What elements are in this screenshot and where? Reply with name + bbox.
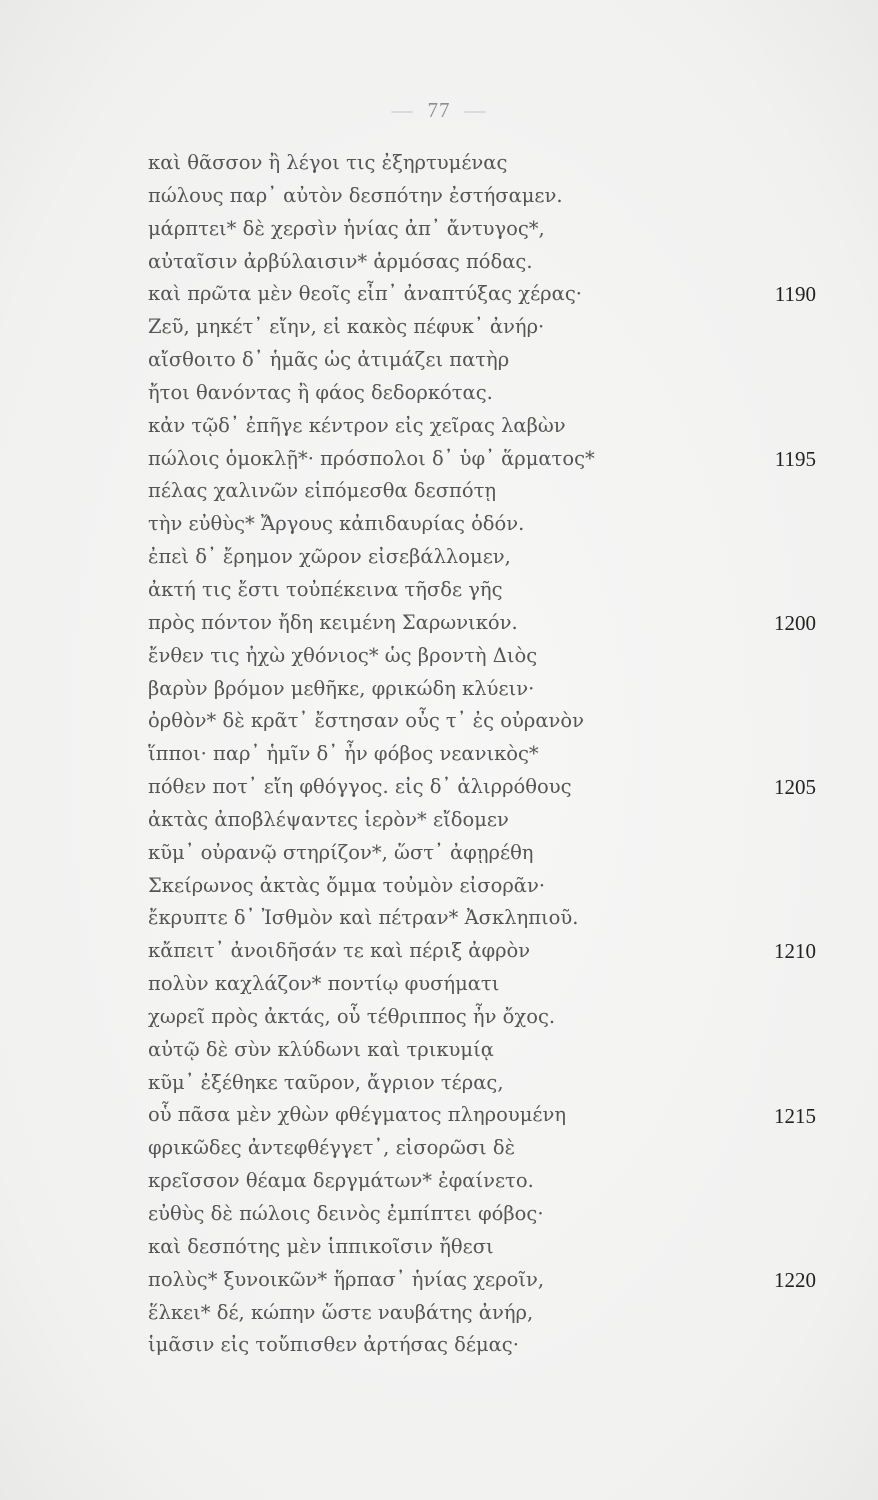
header-dash-right: — bbox=[464, 98, 487, 122]
verse-line: φρικῶδες ἀντεφθέγγετ᾿, εἰσορῶσι δὲ bbox=[148, 1136, 516, 1160]
line-number: 1195 bbox=[774, 446, 816, 471]
verse-line: ἔκρυπτε δ᾿ Ἰσθμὸν καὶ πέτραν* Ἀσκληπιοῦ. bbox=[148, 906, 579, 930]
header-dash-left: — bbox=[391, 98, 414, 122]
verse-line: καὶ δεσπότης μὲν ἱππικοῖσιν ἤθεσι bbox=[148, 1234, 494, 1258]
verse-line: πολὺς* ξυνοικῶν* ἥρπασ᾿ ἡνίας χεροῖν, bbox=[148, 1267, 545, 1291]
line-number: 1200 bbox=[774, 610, 816, 635]
verse-line: κἀν τῷδ᾿ ἐπῆγε κέντρον εἰς χεῖρας λαβὼν bbox=[148, 413, 566, 437]
verse-line: καὶ θᾶσσον ἢ λέγοι τις ἐξηρτυμένας bbox=[148, 151, 508, 174]
verse-line: χωρεῖ πρὸς ἀκτάς, οὗ τέθριππος ἦν ὄχος. bbox=[148, 1004, 556, 1028]
verse-line: αὐτῷ δὲ σὺν κλύδωνι καὶ τρικυμίᾳ bbox=[148, 1037, 494, 1061]
verse-line: κῦμ᾿ οὐρανῷ στηρίζον*, ὥστ᾿ ἀφῃρέθη bbox=[148, 840, 534, 864]
verse-line: πώλοις ὁμοκλῇ*· πρόσπολοι δ᾿ ὑφ᾿ ἅρματος* bbox=[148, 446, 595, 470]
verse-line: ὀρθὸν* δὲ κρᾶτ᾿ ἔστησαν οὖς τ᾿ ἐς οὐρανὸν bbox=[148, 709, 584, 733]
verse-line: ἀκτή τις ἔστι τοὐπέκεινα τῆσδε γῆς bbox=[148, 577, 503, 601]
page-header bbox=[0, 98, 878, 123]
line-number: 1215 bbox=[774, 1103, 816, 1128]
verse-line: ἱμᾶσιν εἰς τοὔπισθεν ἀρτήσας δέμας· bbox=[148, 1333, 519, 1357]
verse-line: κῦμ᾿ ἐξέθηκε ταῦρον, ἄγριον τέρας, bbox=[148, 1070, 504, 1094]
verse-line: καὶ πρῶτα μὲν θεοῖς εἶπ᾿ ἀναπτύξας χέρας· bbox=[148, 282, 582, 306]
verse-line: ἕλκει* δέ, κώπην ὥστε ναυβάτης ἀνήρ, bbox=[148, 1300, 534, 1324]
verse-line: εὐθὺς δὲ πώλοις δεινὸς ἐμπίπτει φόβος· bbox=[148, 1202, 544, 1225]
verse-line: πέλας χαλινῶν εἱπόμεσθα δεσπότῃ bbox=[148, 479, 497, 503]
verse-line: πώλους παρ᾿ αὐτὸν δεσπότην ἐστήσαμεν. bbox=[148, 183, 563, 207]
verse-line: πολὺν καχλάζον* ποντίῳ φυσήματι bbox=[148, 972, 500, 996]
line-number: 1190 bbox=[774, 282, 816, 307]
verse-line: οὗ πᾶσα μὲν χθὼν φθέγματος πληρουμένη bbox=[148, 1103, 567, 1127]
verse-line: πρὸς πόντον ἤδη κειμένη Σαρωνικόν. bbox=[148, 610, 518, 634]
verse-line: ἵπποι· παρ᾿ ἡμῖν δ᾿ ἦν φόβος νεανικὸς* bbox=[148, 742, 539, 766]
page-number: 77 bbox=[427, 98, 451, 122]
verse-line: ἔνθεν τις ἠχὼ χθόνιος* ὡς βροντὴ Διὸς bbox=[148, 643, 538, 667]
verse-line: βαρὺν βρόμον μεθῆκε, φρικώδη κλύειν· bbox=[148, 676, 535, 700]
verse-line: ἐπεὶ δ᾿ ἔρημον χῶρον εἰσεβάλλομεν, bbox=[148, 545, 511, 569]
verse-line: πόθεν ποτ᾿ εἴη φθόγγος. εἰς δ᾿ ἁλιρρόθους bbox=[148, 775, 572, 799]
line-number: 1210 bbox=[774, 939, 816, 964]
verse-line: ἀκτὰς ἀποβλέψαντες ἱερὸν* εἴδομεν bbox=[148, 807, 509, 831]
verse-line: μάρπτει* δὲ χερσὶν ἡνίας ἀπ᾿ ἄντυγος*, bbox=[148, 216, 545, 240]
verse-line: τὴν εὐθὺς* Ἄργους κἀπιδαυρίας ὁδόν. bbox=[148, 512, 525, 536]
verse-line: Ζεῦ, μηκέτ᾿ εἴην, εἰ κακὸς πέφυκ᾿ ἀνήρ· bbox=[148, 315, 545, 339]
verse-line: αἴσθοιτο δ᾿ ἡμᾶς ὡς ἀτιμάζει πατὴρ bbox=[148, 348, 510, 372]
verse-line: Σκείρωνος ἀκτὰς ὄμμα τοὐμὸν εἰσορᾶν· bbox=[148, 873, 546, 897]
verse-text bbox=[148, 147, 708, 1362]
verse-line: αὐταῖσιν ἀρβύλαισιν* ἁρμόσας πόδας. bbox=[148, 249, 533, 273]
line-number: 1205 bbox=[774, 775, 816, 800]
verse-line: ἤτοι θανόντας ἢ φάος δεδορκότας. bbox=[148, 380, 493, 404]
verse-line: κρεῖσσον θέαμα δεργμάτων* ἐφαίνετο. bbox=[148, 1169, 534, 1193]
verse-line: κἄπειτ᾿ ἀνοιδῆσάν τε καὶ πέριξ ἀφρὸν bbox=[148, 939, 531, 963]
line-number: 1220 bbox=[774, 1267, 816, 1292]
